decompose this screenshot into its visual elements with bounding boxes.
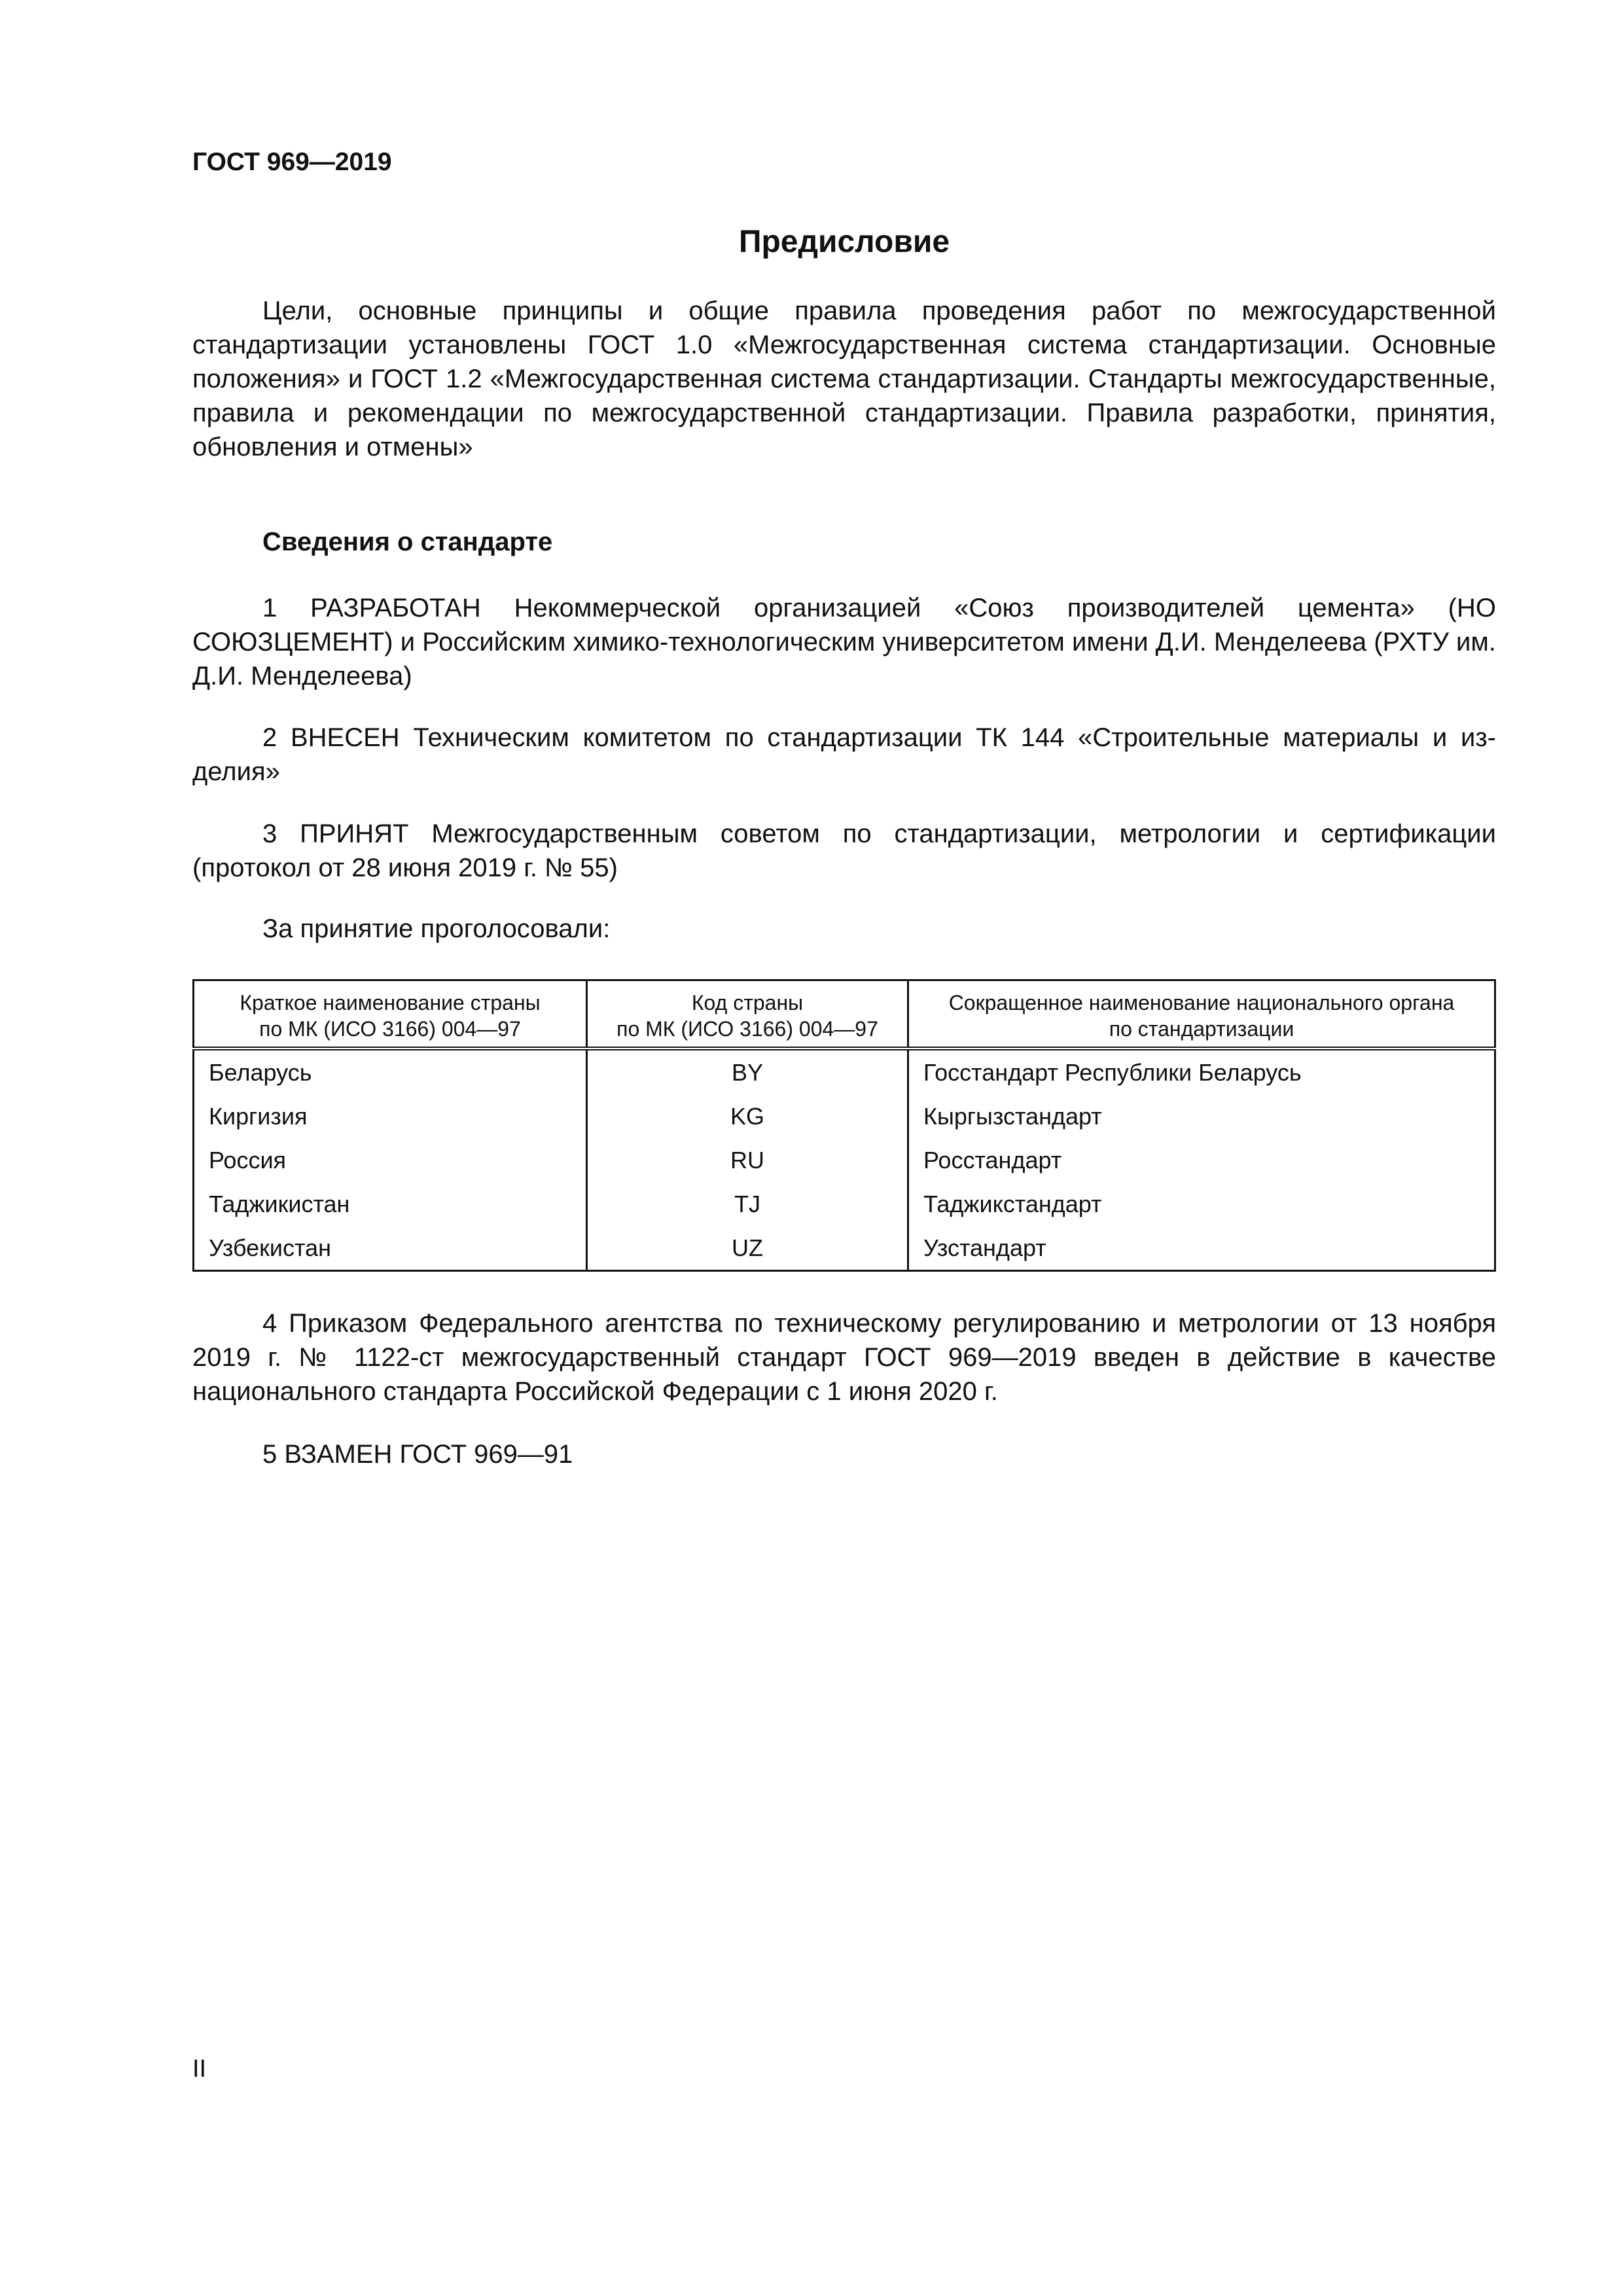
section-heading: Сведения о стандарте bbox=[262, 528, 553, 556]
cell-country: Россия bbox=[194, 1138, 587, 1182]
voted-label: За принятие проголосовали: bbox=[262, 914, 611, 943]
table-row bbox=[194, 1182, 1495, 1226]
cell-national-body: Госстандарт Республики Беларусь bbox=[908, 1049, 1495, 1094]
header-national-body bbox=[908, 980, 1495, 1049]
page-title: Предисловие bbox=[738, 224, 950, 259]
table-row bbox=[194, 1138, 1495, 1182]
cell-code: BY bbox=[587, 1049, 908, 1094]
item-5-paragraph: 5 ВЗАМЕН ГОСТ 969—91 bbox=[262, 1440, 573, 1469]
cell-country: Узбекистан bbox=[194, 1226, 587, 1271]
cell-country: Киргизия bbox=[194, 1094, 587, 1138]
item-1-paragraph: 1 РАЗРАБОТАН Некоммерческой организацией «Союз производителей цемента» (НО СОЮЗЦЕМЕНТ) и Российским химико-технологическим университетом имени Д.И. Менделеева (РХТУ им. Д.И. Менделеева) bbox=[192, 594, 1496, 691]
document-header: ГОСТ 969—2019 bbox=[192, 148, 392, 176]
header-national-body-line1: Сокращенное наименование национального органа bbox=[948, 991, 1455, 1014]
table-row bbox=[194, 1226, 1495, 1271]
item-4-paragraph: 4 Приказом Федерального агентства по техническому регулированию и метрологии от 13 ноября 2019 г. № 1122-ст межгосударственный стандарт ГОСТ 969—2019 введен в действие в качестве национального стандарта Российской Федерации с 1 июня 2020 г. bbox=[192, 1309, 1496, 1406]
cell-country: Таджикистан bbox=[194, 1182, 587, 1226]
table-row bbox=[194, 1049, 1495, 1094]
page-number: II bbox=[192, 2055, 207, 2083]
table-row bbox=[194, 1094, 1495, 1138]
header-country-name bbox=[194, 980, 587, 1049]
item-2-paragraph: 2 ВНЕСЕН Техническим комитетом по стандартизации ТК 144 «Строительные материалы и изделия» bbox=[192, 723, 1496, 786]
cell-national-body: Узстандарт bbox=[908, 1226, 1495, 1271]
cell-national-body: Таджикстандарт bbox=[908, 1182, 1495, 1226]
header-country-name-line1: Краткое наименование страны bbox=[240, 991, 541, 1014]
header-country-name-line2: по МК (ИСО 3166) 004—97 bbox=[259, 1017, 521, 1041]
intro-paragraph: Цели, основные принципы и общие правила проведения работ по межгосударственной стандартизации установлены ГОСТ 1.0 «Межгосударственная система стандартизации. Основные положения» и ГОСТ 1.2 «Межгосударственная система стандартизации. Стандарты межгосударственные, правила и рекомендации по межгосударственной стандартизации. Правила разработки, принятия, обновления и отмены» bbox=[192, 296, 1496, 461]
table-header-row bbox=[194, 980, 1495, 1049]
header-national-body-line2: по стандартизации bbox=[1109, 1017, 1294, 1041]
item-3-paragraph: 3 ПРИНЯТ Межгосударственным советом по стандартизации, метрологии и сертификации (протокол от 28 июня 2019 г. № 55) bbox=[192, 819, 1496, 882]
voting-table bbox=[192, 979, 1496, 1272]
cell-code: TJ bbox=[587, 1182, 908, 1226]
header-country-code-line1: Код страны bbox=[691, 991, 804, 1014]
cell-national-body: Кыргызстандарт bbox=[908, 1094, 1495, 1138]
cell-national-body: Росстандарт bbox=[908, 1138, 1495, 1182]
header-country-code bbox=[587, 980, 908, 1049]
cell-code: UZ bbox=[587, 1226, 908, 1271]
header-country-code-line2: по МК (ИСО 3166) 004—97 bbox=[616, 1017, 878, 1041]
cell-code: KG bbox=[587, 1094, 908, 1138]
cell-country: Беларусь bbox=[194, 1049, 587, 1094]
cell-code: RU bbox=[587, 1138, 908, 1182]
